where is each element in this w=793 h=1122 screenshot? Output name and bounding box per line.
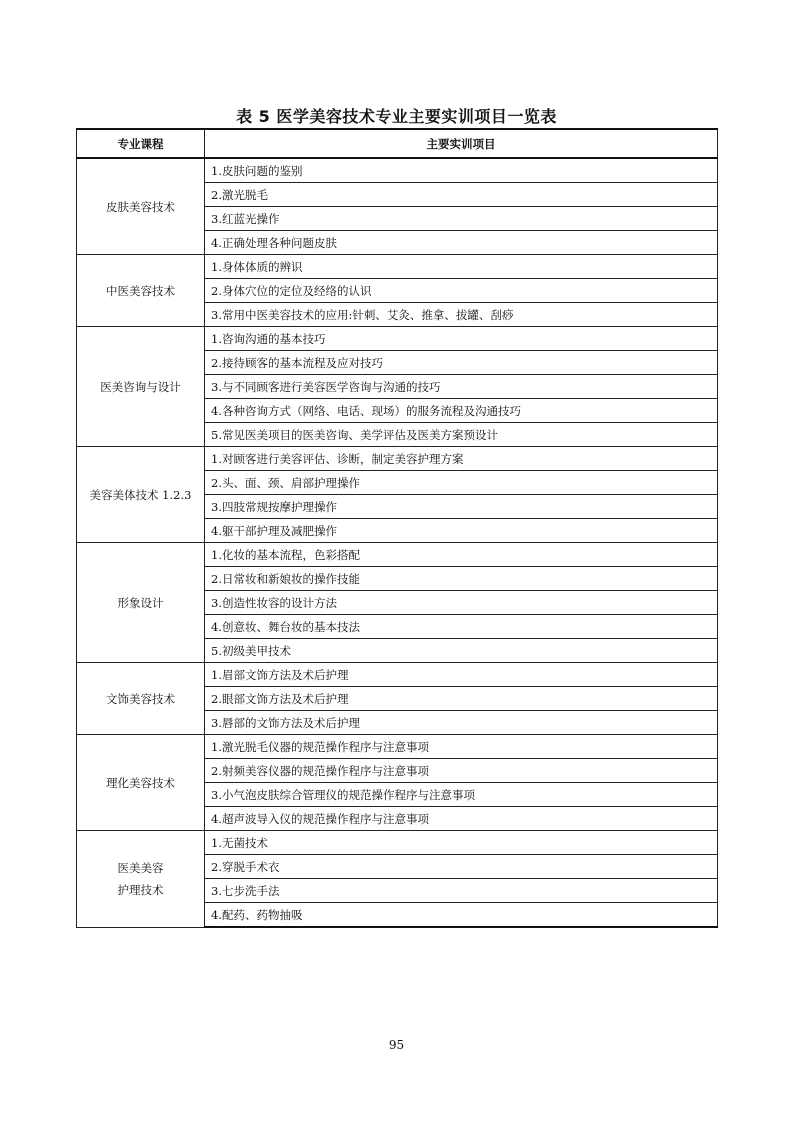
training-item: 2.头、面、颈、肩部护理操作: [205, 471, 718, 495]
training-item: 5.常见医美项目的医美咨询、美学评估及医美方案预设计: [205, 423, 718, 447]
page-number: 95: [388, 1038, 405, 1052]
training-item: 1.激光脱毛仪器的规范操作程序与注意事项: [205, 735, 718, 759]
table-body: [77, 158, 718, 927]
training-item: 3.红蓝光操作: [205, 207, 718, 231]
course-name-cell: [77, 831, 205, 928]
course-name: 形象设计: [117, 595, 164, 610]
training-item: 2.身体穴位的定位及经络的认识: [205, 279, 718, 303]
training-item: 5.初级美甲技术: [205, 639, 718, 663]
course-name: 理化美容技术: [106, 775, 175, 790]
training-item: 4.配药、药物抽吸: [205, 903, 718, 928]
training-item: 1.对顾客进行美容评估、诊断，制定美容护理方案: [205, 447, 718, 471]
training-item: 3.四肢常规按摩护理操作: [205, 495, 718, 519]
training-item: 2.射频美容仪器的规范操作程序与注意事项: [205, 759, 718, 783]
header-items: 主要实训项目: [205, 129, 718, 158]
training-projects-table: [76, 128, 718, 928]
course-name: 护理技术: [117, 882, 164, 897]
training-item: 3.常用中医美容技术的应用:针刺、艾灸、推拿、拔罐、刮痧: [205, 303, 718, 327]
table-row: [77, 158, 718, 183]
course-name: 美容美体技术 1.2.3: [89, 487, 192, 502]
course-name-cell: [77, 158, 205, 255]
table-row: [77, 663, 718, 687]
table-row: [77, 831, 718, 855]
course-name: 皮肤美容技术: [106, 199, 175, 214]
training-item: 3.与不同顾客进行美容医学咨询与沟通的技巧: [205, 375, 718, 399]
table-row: [77, 735, 718, 759]
training-item: 1.无菌技术: [205, 831, 718, 855]
training-item: 4.超声波导入仪的规范操作程序与注意事项: [205, 807, 718, 831]
training-item: 2.接待顾客的基本流程及应对技巧: [205, 351, 718, 375]
course-name-cell: [77, 663, 205, 735]
training-item: 1.皮肤问题的鉴别: [205, 158, 718, 183]
training-item: 2.日常妆和新娘妆的操作技能: [205, 567, 718, 591]
course-name-cell: [77, 543, 205, 663]
table-row: [77, 255, 718, 279]
training-item: 1.咨询沟通的基本技巧: [205, 327, 718, 351]
training-item: 1.化妆的基本流程，色彩搭配: [205, 543, 718, 567]
table-row: [77, 447, 718, 471]
table-header-row: [77, 129, 718, 158]
training-item: 4.躯干部护理及减肥操作: [205, 519, 718, 543]
header-course: 专业课程: [77, 129, 205, 158]
course-name-cell: [77, 447, 205, 543]
training-item: 2.眼部文饰方法及术后护理: [205, 687, 718, 711]
table-row: [77, 327, 718, 351]
training-item: 3.唇部的文饰方法及术后护理: [205, 711, 718, 735]
page-title: 表 5 医学美容技术专业主要实训项目一览表: [236, 107, 557, 126]
training-item: 3.创造性妆容的设计方法: [205, 591, 718, 615]
course-name: 文饰美容技术: [106, 691, 175, 706]
training-item: 4.创意妆、舞台妆的基本技法: [205, 615, 718, 639]
table-row: [77, 543, 718, 567]
course-name-cell: [77, 327, 205, 447]
training-item: 2.穿脱手术衣: [205, 855, 718, 879]
course-name: 中医美容技术: [106, 283, 175, 298]
course-name-cell: [77, 735, 205, 831]
course-name-cell: [77, 255, 205, 327]
course-name: 医美咨询与设计: [100, 379, 181, 394]
course-name: 医美美容: [117, 860, 164, 875]
training-item: 4.各种咨询方式（网络、电话、现场）的服务流程及沟通技巧: [205, 399, 718, 423]
training-item: 1.眉部文饰方法及术后护理: [205, 663, 718, 687]
training-item: 3.小气泡皮肤综合管理仪的规范操作程序与注意事项: [205, 783, 718, 807]
training-item: 1.身体体质的辨识: [205, 255, 718, 279]
training-item: 4.正确处理各种问题皮肤: [205, 231, 718, 255]
training-item: 2.激光脱毛: [205, 183, 718, 207]
training-item: 3.七步洗手法: [205, 879, 718, 903]
